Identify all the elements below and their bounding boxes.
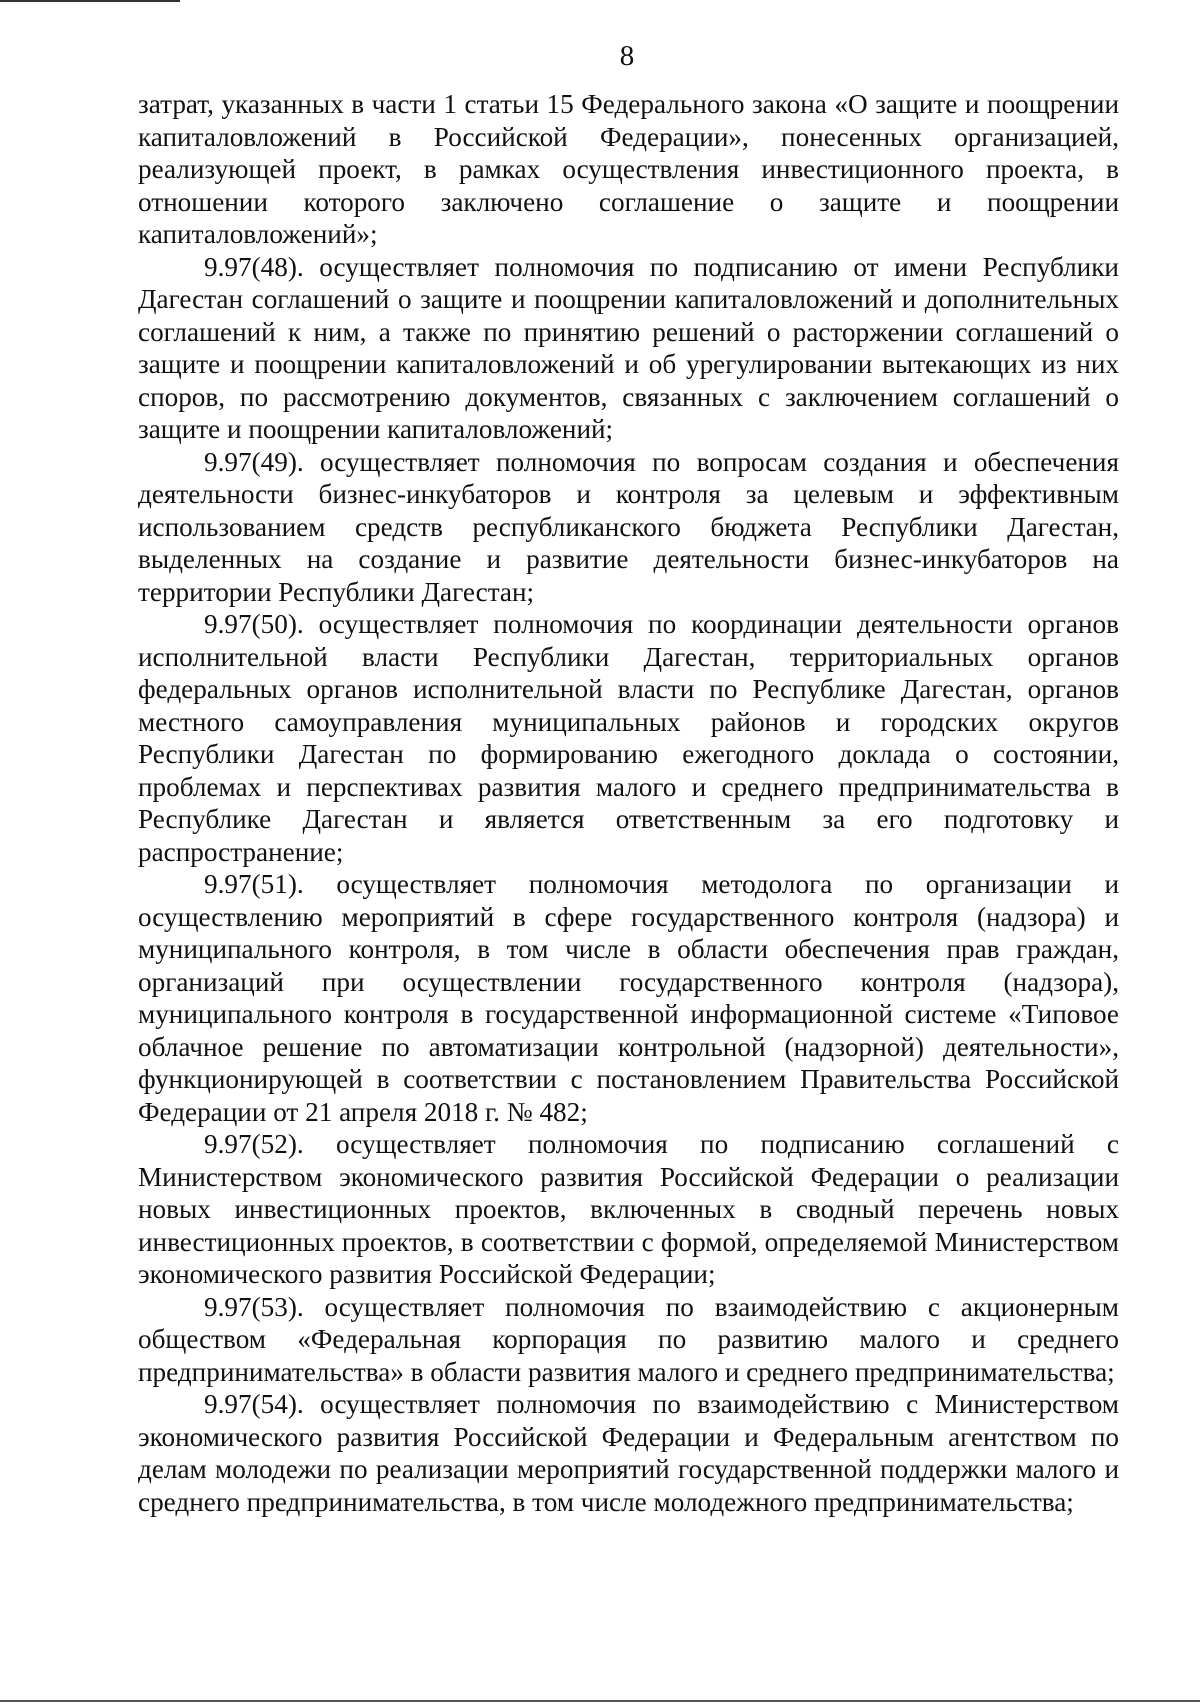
paragraph-9-97-51: 9.97(51). осуществляет полномочия методолога по организации и осуществлению мероприятий в сфере государственного контроля (надзора) и муниципального контроля, в том числе в области обеспечения прав граждан, организаций при осуществлении государственного контроля (надзора), муниципального контроля в государственной информационной системе «Типовое облачное решение по автоматизации контрольной (надзорной) деятельности», функционирующей в соответствии с постановлением Правительства Российской Федерации от 21 апреля 2018 г. № 482; bbox=[138, 869, 1119, 1127]
paragraph-9-97-48: 9.97(48). осуществляет полномочия по подписанию от имени Республики Дагестан соглашений о защите и поощрении капиталовложений и дополнительных соглашений к ним, а также по принятию решений о расторжении соглашений о защите и поощрении капиталовложений и об урегулировании вытекающих из них споров, по рассмотрению документов, связанных с заключением соглашений о защите и поощрении капиталовложений; bbox=[138, 251, 1119, 444]
paragraph-continuation: затрат, указанных в части 1 статьи 15 Федерального закона «О защите и поощрении капиталовложений в Российской Федерации», понесенных организацией, реализующей проект, в рамках осуществления инвестиционного проекта, в отношении которого заключено соглашение о защите и поощрении капиталовложений»; bbox=[138, 89, 1119, 249]
document-body bbox=[138, 88, 1119, 1518]
paragraph-9-97-50: 9.97(50). осуществляет полномочия по координации деятельности органов исполнительной власти Республики Дагестан, территориальных органов федеральных органов исполнительной власти по Республике Дагестан, органов местного самоуправления муниципальных районов и городских округов Республики Дагестан по формированию ежегодного доклада о состоянии, проблемах и перспективах развития малого и среднего предпринимательства в Республике Дагестан и является ответственным за его подготовку и распространение; bbox=[138, 609, 1119, 867]
paragraph-9-97-52: 9.97(52). осуществляет полномочия по подписанию соглашений с Министерством экономического развития Российской Федерации о реализации новых инвестиционных проектов, включенных в сводный перечень новых инвестиционных проектов, в соответствии с формой, определяемой Министерством экономического развития Российской Федерации; bbox=[138, 1129, 1119, 1289]
paragraph-9-97-49: 9.97(49). осуществляет полномочия по вопросам создания и обеспечения деятельности бизнес-инкубаторов и контроля за целевым и эффективным использованием средств республиканского бюджета Республики Дагестан, выделенных на создание и развитие деятельности бизнес-инкубаторов на территории Республики Дагестан; bbox=[138, 446, 1119, 607]
paragraph-9-97-54: 9.97(54). осуществляет полномочия по взаимодействию с Министерством экономического развития Российской Федерации и Федеральным агентством по делам молодежи по реализации мероприятий государственной поддержки малого и среднего предпринимательства, в том числе молодежного предпринимательства; bbox=[138, 1389, 1119, 1517]
scan-edge-bottom bbox=[0, 1700, 1200, 1702]
paragraph-9-97-53: 9.97(53). осуществляет полномочия по взаимодействию с акционерным обществом «Федеральная корпорация по развитию малого и среднего предпринимательства» в области развития малого и среднего предпринимательства; bbox=[138, 1291, 1119, 1387]
scan-edge-top bbox=[0, 0, 180, 2]
page-number: 8 bbox=[619, 40, 635, 72]
